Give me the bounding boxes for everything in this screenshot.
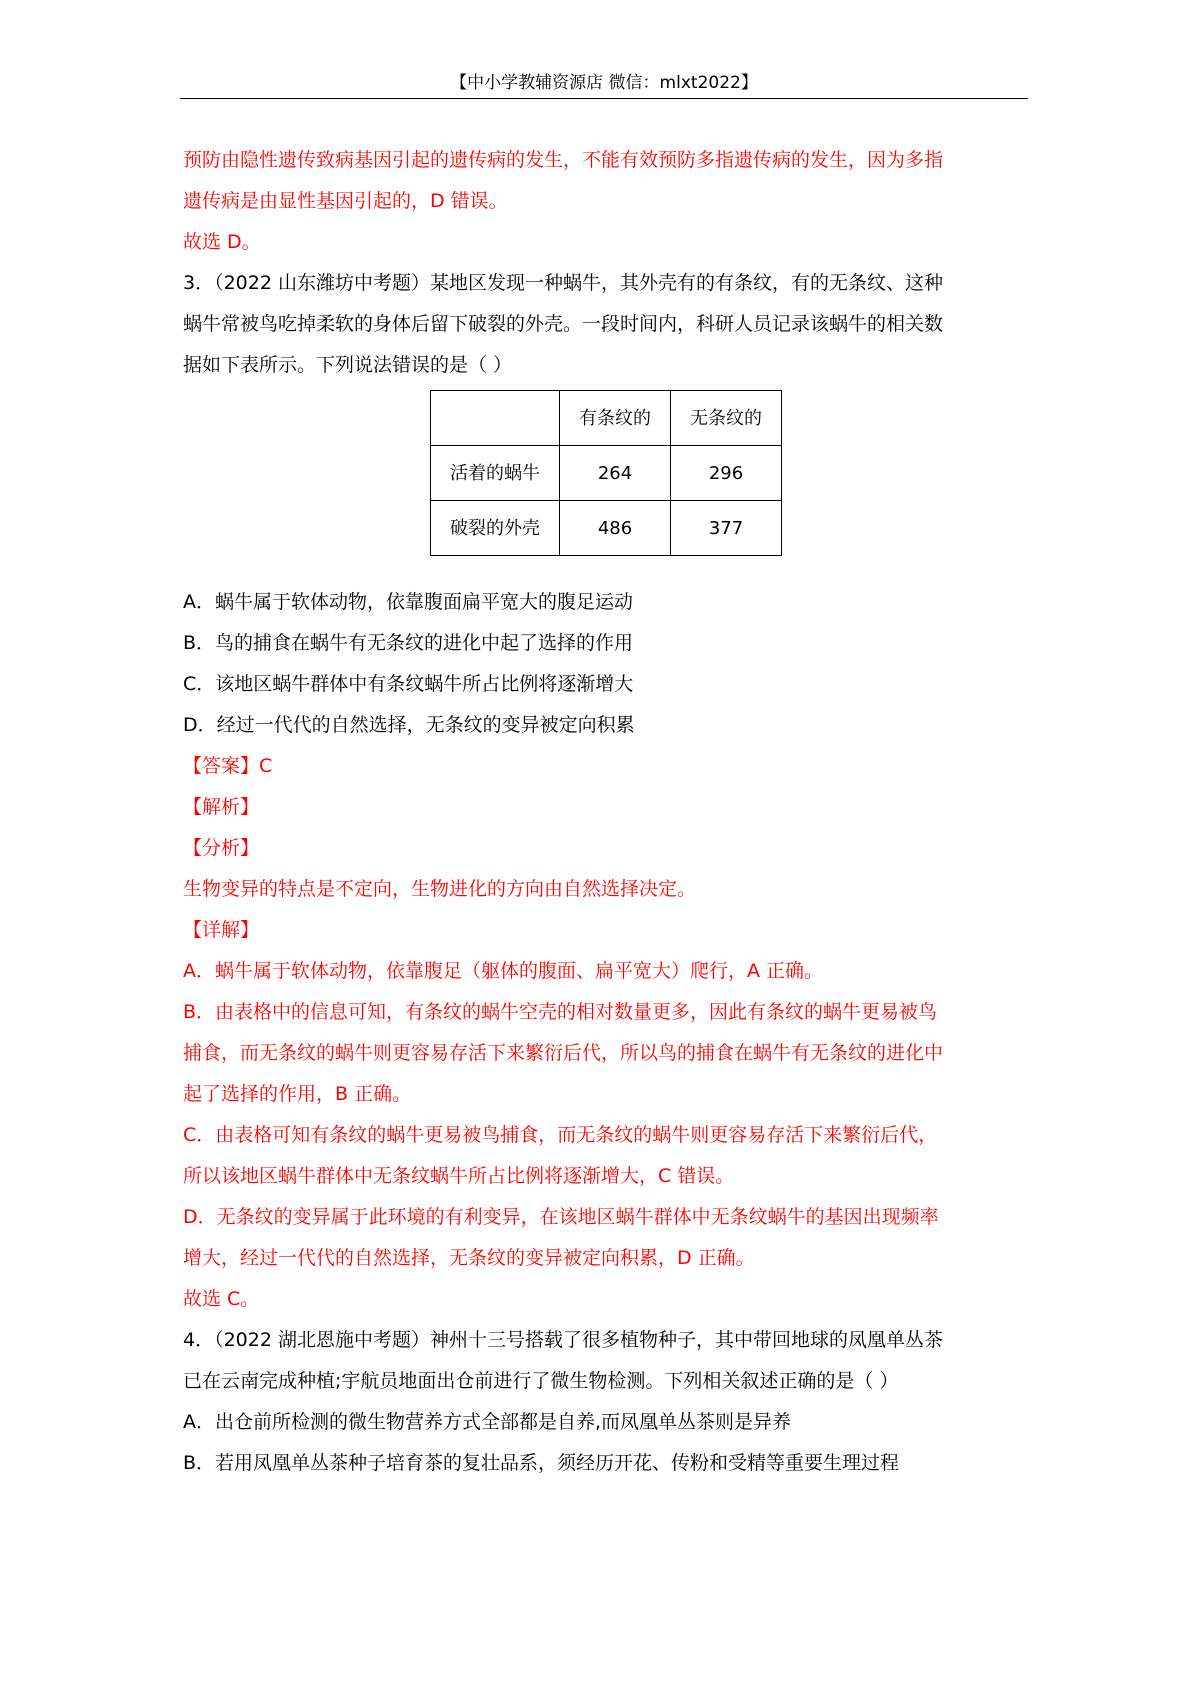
explanation-line: 遗传病是由显性基因引起的，D 错误。 (183, 190, 508, 212)
analysis-subheading: 【分析】 (183, 837, 260, 859)
question-stem-line: 据如下表所示。下列说法错误的是（ ） (183, 354, 513, 376)
table-row-label: 破裂的外壳 (431, 501, 560, 556)
table-row (431, 501, 782, 556)
table-header-row (431, 391, 782, 446)
question-stem-line: 3．（2022 山东潍坊中考题）某地区发现一种蜗牛，其外壳有的有条纹，有的无条纹、这种 (183, 272, 943, 294)
detail-line: D．无条纹的变异属于此环境的有利变异，在该地区蜗牛群体中无条纹蜗牛的基因出现频率 (183, 1206, 939, 1228)
table-cell: 486 (560, 501, 671, 556)
option-b: B．鸟的捕食在蜗牛有无条纹的进化中起了选择的作用 (183, 632, 634, 654)
table-row (431, 446, 782, 501)
analysis-heading: 【解析】 (183, 796, 260, 818)
document-body (183, 140, 1028, 1484)
detail-line: 捕食，而无条纹的蜗牛则更容易存活下来繁衍后代，所以鸟的捕食在蜗牛有无条纹的进化中 (183, 1042, 944, 1064)
table-cell: 296 (671, 446, 782, 501)
question-stem-line: 已在云南完成种植;宇航员地面出仓前进行了微生物检测。下列相关叙述正确的是（ ） (183, 1370, 899, 1392)
table-corner-cell (431, 391, 560, 446)
detail-line: C．由表格可知有条纹的蜗牛更易被鸟捕食，而无条纹的蜗牛则更容易存活下来繁衍后代， (183, 1124, 938, 1146)
detail-line: 起了选择的作用，B 正确。 (183, 1083, 412, 1105)
answer-label: 【答案】C (183, 755, 273, 777)
detail-line: 增大，经过一代代的自然选择，无条纹的变异被定向积累，D 正确。 (183, 1247, 755, 1269)
snail-data-table (430, 390, 782, 556)
question-stem-line: 蜗牛常被鸟吃掉柔软的身体后留下破裂的外壳。一段时间内，科研人员记录该蜗牛的相关数 (183, 313, 944, 335)
explanation-line: 预防由隐性遗传致病基因引起的遗传病的发生，不能有效预防多指遗传病的发生，因为多指 (183, 149, 944, 171)
option-b: B．若用凤凰单丛茶种子培育茶的复壮品系，须经历开花、传粉和受精等重要生理过程 (183, 1452, 900, 1474)
option-d: D．经过一代代的自然选择，无条纹的变异被定向积累 (183, 714, 635, 736)
option-a: A．出仓前所检测的微生物营养方式全部都是自养,而凤凰单丛茶则是异养 (183, 1411, 792, 1433)
table-cell: 377 (671, 501, 782, 556)
detail-line: 所以该地区蜗牛群体中无条纹蜗牛所占比例将逐渐增大，C 错误。 (183, 1165, 735, 1187)
question-stem-line: 4．（2022 湖北恩施中考题）神州十三号搭载了很多植物种子，其中带回地球的凤凰单丛茶 (183, 1329, 943, 1351)
detail-line: B．由表格中的信息可知，有条纹的蜗牛空壳的相对数量更多，因此有条纹的蜗牛更易被鸟 (183, 1001, 938, 1023)
page-header: 【中小学教辅资源店 微信：mlxt2022】 (180, 68, 1028, 99)
detail-heading: 【详解】 (183, 919, 260, 941)
conclusion-line: 故选 C。 (183, 1288, 260, 1310)
question-4 (183, 1320, 1028, 1484)
table-row-label: 活着的蜗牛 (431, 446, 560, 501)
option-a: A．蜗牛属于软体动物，依靠腹面扁平宽大的腹足运动 (183, 591, 633, 613)
analysis-text: 生物变异的特点是不定向，生物进化的方向由自然选择决定。 (183, 878, 697, 900)
detail-line: A．蜗牛属于软体动物，依靠腹足（躯体的腹面、扁平宽大）爬行，A 正确。 (183, 960, 824, 982)
table-header-cell: 有条纹的 (560, 391, 671, 446)
table-header-cell: 无条纹的 (671, 391, 782, 446)
previous-answer-tail (183, 140, 1028, 263)
conclusion-line: 故选 D。 (183, 231, 261, 253)
question-3 (183, 263, 1028, 1320)
table-cell: 264 (560, 446, 671, 501)
option-c: C．该地区蜗牛群体中有条纹蜗牛所占比例将逐渐增大 (183, 673, 634, 695)
